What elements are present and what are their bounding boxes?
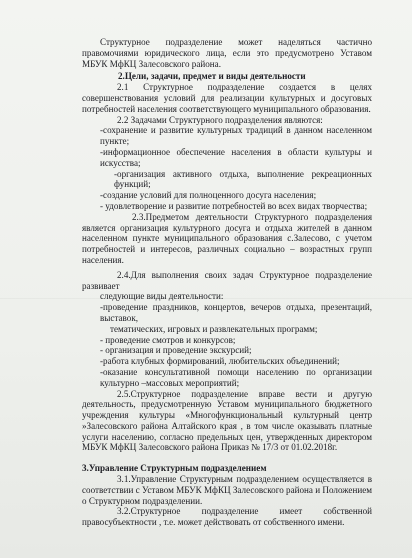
paragraph-2-3: 2.3.Предметом деятельности Структурного подразделения является организация культурного досуга и отдыха жителей в данном населенном пункте муниципального образования с.Залесово, с учетом потребностей и интересов, различных социально – возрастных групп населения. <box>82 211 372 265</box>
paragraph-2-1: 2.1 Структурное подразделение создается в целях совершенствования условий для реализации культурных и досуговых потребностей населения соответствующего муниципального образования. <box>82 82 372 114</box>
paragraph-2-2: 2.2 Задачами Структурного подразделения являются: <box>117 114 323 125</box>
paragraph-2-4-cont: следующие виды деятельности: <box>100 291 224 302</box>
activity-item: - проведение смотров и конкурсов; <box>100 334 236 345</box>
section-3-heading: 3.Управление Структурным подразделением <box>82 463 267 474</box>
paragraph-3-2: 3.2.Структурное подразделение имеет собственной правосубъектности , т.е. может действовать от собственного имени. <box>82 506 372 528</box>
task-item: -сохранение и развитие культурных традиций в данном населенном пункте; <box>100 125 372 147</box>
page-fold-shadow <box>0 298 412 299</box>
section-2-heading: 2.Цели, задачи, предмет и виды деятельности <box>118 71 306 82</box>
paragraph-2-5: 2.5.Структурное подразделение вправе вести и другую деятельность, предусмотренную Уставом муниципального бюджетного учреждения культуры «Многофункциональный культурный центр »Залесовского района Алтайского края , в том числе оказывать платные услуги населению, согласно предельных цен, утвержденных директором МБУК МфКЦ Залесовского района Приказ № 17/3 от 01.02.2018г. <box>82 388 372 453</box>
task-item: - удовлетворение и развитие потребностей во всех видах творчества; <box>100 200 368 211</box>
task-item: -информационное обеспечение населения в области культуры и искусства; <box>100 146 372 168</box>
paragraph-2-4: 2.4.Для выполнения своих задач Структурное подразделение развивает <box>82 269 372 291</box>
activity-item: -оказание консультативной помощи населению по организации культурно –массовых мероприятий; <box>100 366 372 388</box>
activity-item: - организация и проведение экскурсий; <box>100 345 252 356</box>
activity-item: тематических, игровых и развлекательных программ; <box>110 323 318 334</box>
intro-paragraph: Структурное подразделение может наделяться частично правомочиями юридического лица, если это предусмотрено Уставом МБУК МфКЦ Залесовского района. <box>82 37 372 69</box>
task-item: -создание условий для полноценного досуга населения; <box>100 190 317 201</box>
task-item: -организация активного отдыха, выполнение рекреационных функций; <box>114 168 372 190</box>
activity-item: -проведение праздников, концертов, вечеров отдыха, презентаций, выставок, <box>100 302 372 323</box>
paragraph-3-1: 3.1.Управление Структурным подразделением осуществляется в соответствии с Уставом МБУК МфКЦ Залесовского района и Положением о Структурном подразделении. <box>82 474 372 506</box>
activity-item: -работа клубных формирований, любительских объединений; <box>100 356 340 367</box>
